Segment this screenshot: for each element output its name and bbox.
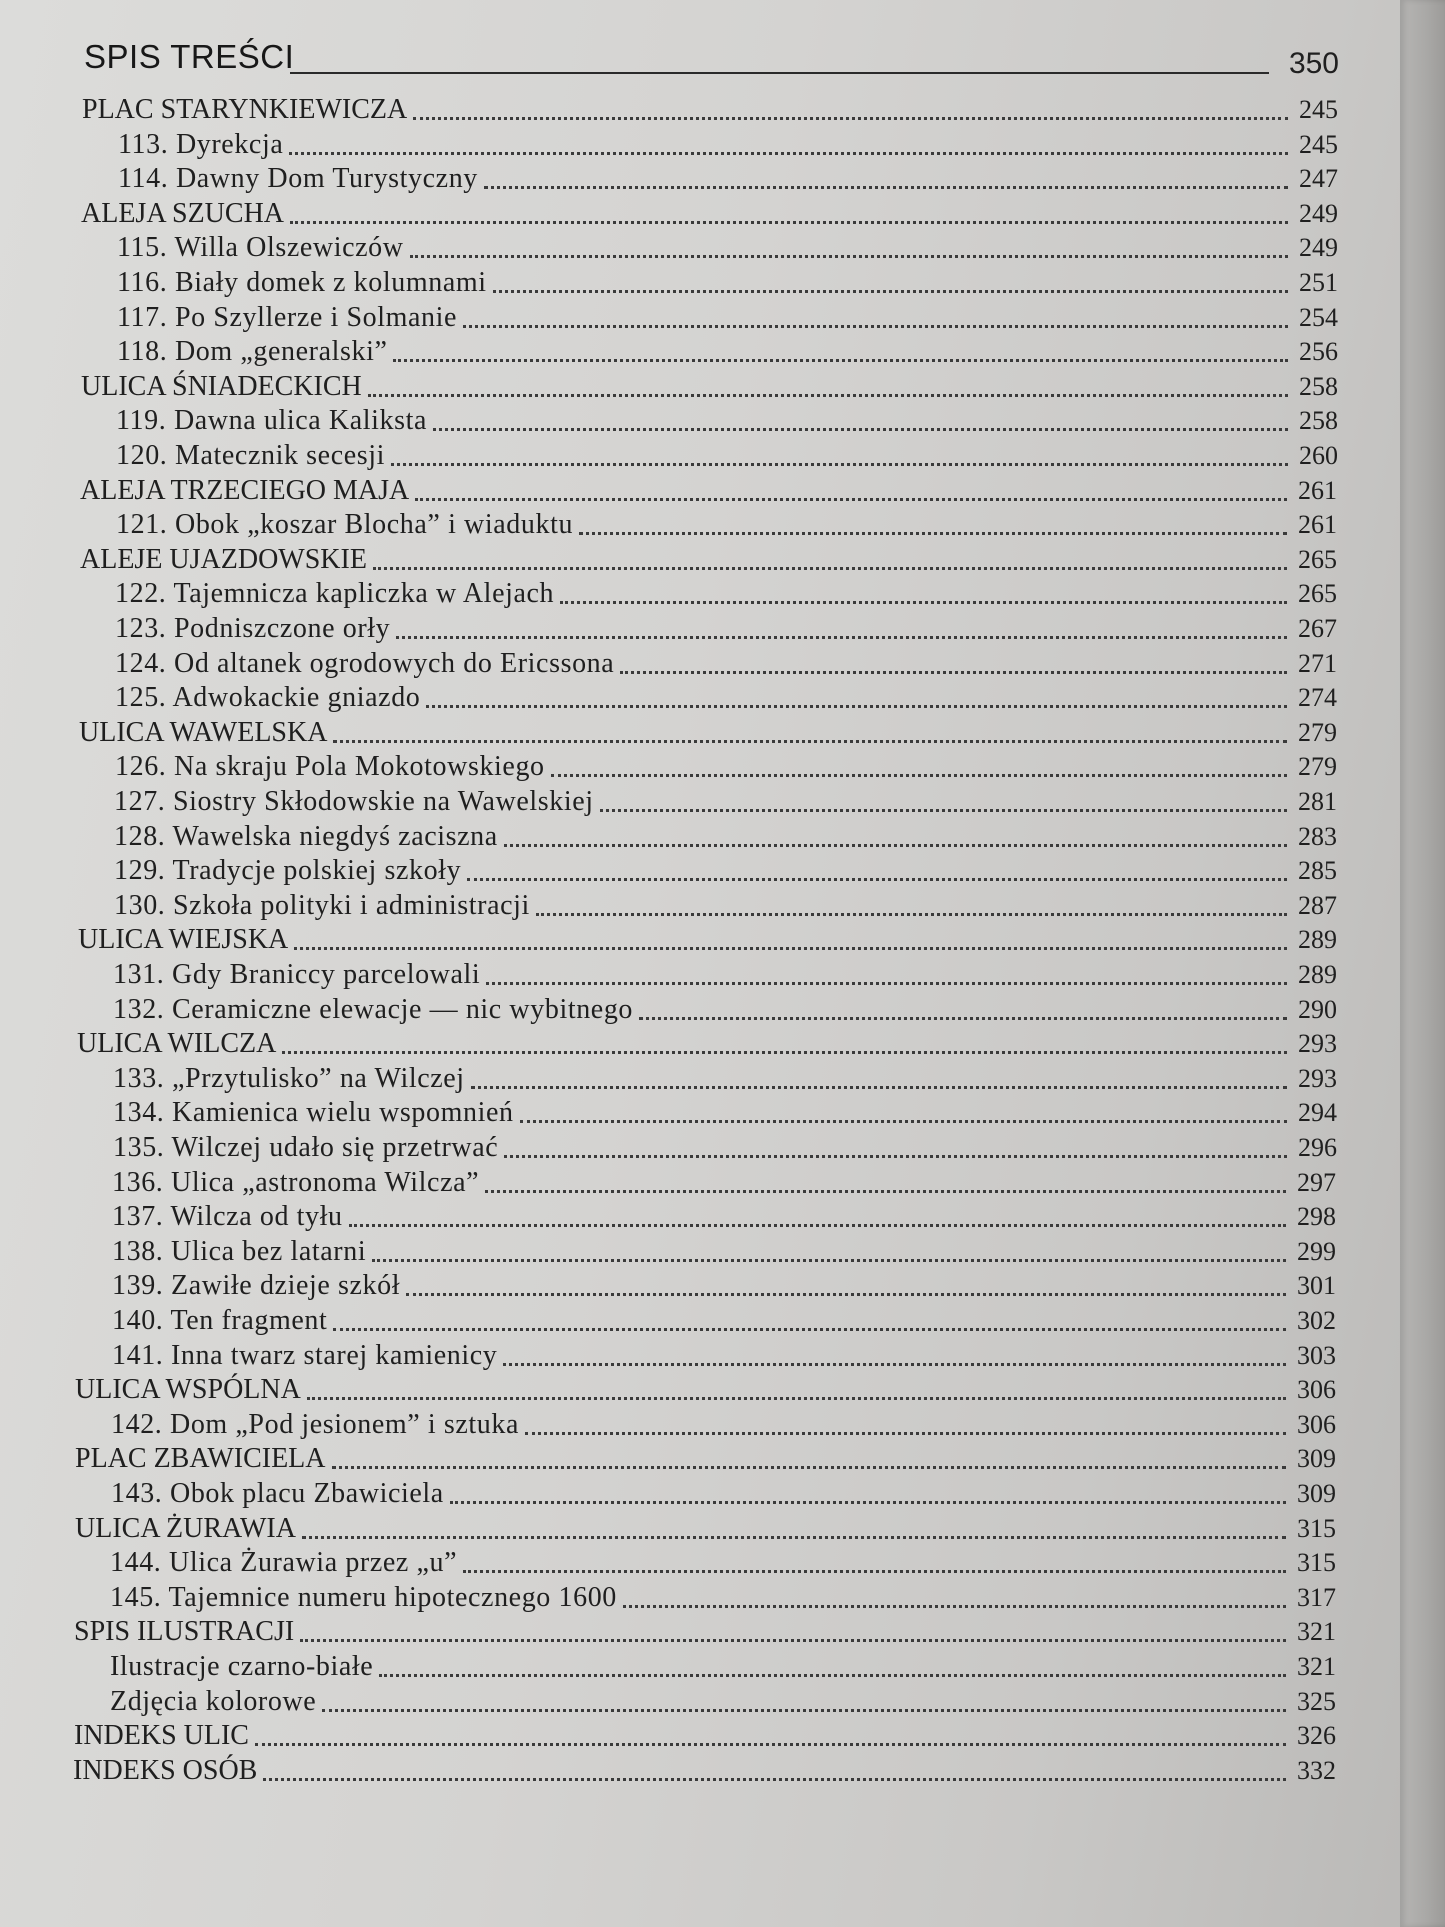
toc-entry-row [114, 888, 1337, 922]
toc-label: 126. Na skraju Pola Mokotowskiego [115, 751, 545, 783]
toc-label: 128. Wawelska niegdyś zaciszna [114, 820, 498, 852]
dot-leader [504, 1155, 1287, 1158]
toc-entry-row [112, 1303, 1336, 1337]
toc-page-number: 245 [1299, 129, 1338, 159]
dot-leader [426, 705, 1287, 708]
toc-page-number: 309 [1297, 1444, 1336, 1474]
toc-label: ULICA WAWELSKA [79, 716, 328, 748]
toc-label: 113. Dyrekcja [118, 128, 284, 160]
toc-label: 136. Ulica „astronoma Wilcza” [112, 1166, 480, 1198]
toc-entry-row [112, 1234, 1336, 1268]
dot-leader [373, 567, 1287, 570]
dot-leader [349, 1224, 1286, 1227]
dot-leader [406, 1293, 1286, 1296]
toc-page-number: 309 [1297, 1479, 1336, 1508]
toc-page-number: 306 [1297, 1375, 1336, 1405]
dot-leader [289, 152, 1288, 155]
toc-section-row [73, 1753, 1336, 1787]
toc-label: 125. Adwokackie gniazdo [115, 682, 421, 714]
dot-leader [639, 1017, 1287, 1020]
dot-leader [300, 1639, 1286, 1642]
dot-leader [600, 809, 1287, 812]
toc-label: 141. Inna twarz starej kamienicy [112, 1339, 498, 1371]
dot-leader [463, 325, 1288, 328]
dot-leader [322, 1709, 1286, 1712]
toc-label: ULICA ŚNIADECKICH [81, 370, 362, 402]
page-edge-shadow [1400, 0, 1445, 1927]
dot-leader [450, 1501, 1286, 1504]
dot-leader [391, 463, 1288, 466]
toc-entry-row [118, 127, 1338, 161]
dot-leader [433, 428, 1288, 431]
toc-page-number: 326 [1297, 1721, 1336, 1751]
toc-label: 127. Siostry Skłodowskie na Wawelskiej [114, 786, 594, 817]
toc-page-number: 321 [1297, 1652, 1336, 1681]
toc-entry-row [111, 1407, 1336, 1441]
dot-leader [560, 601, 1287, 604]
dot-leader [484, 186, 1288, 189]
toc-label: 120. Matecznik secesji [116, 440, 386, 471]
dot-leader [282, 1051, 1287, 1054]
toc-section-row [75, 1441, 1336, 1475]
dot-leader [525, 1432, 1286, 1435]
toc-label: ALEJE UJAZDOWSKIE [80, 543, 367, 575]
toc-page-number: 265 [1298, 544, 1337, 574]
toc-page-number: 245 [1299, 95, 1338, 124]
toc-entry-row [114, 853, 1337, 887]
toc-label: 118. Dom „generalski” [117, 336, 388, 368]
toc-section-row [82, 92, 1338, 126]
toc-page-number: 325 [1297, 1686, 1336, 1716]
toc-page-number: 293 [1298, 1063, 1337, 1093]
toc-page-number: 289 [1298, 960, 1337, 989]
toc-entry-row [116, 507, 1337, 541]
toc-page-number: 249 [1299, 233, 1338, 263]
toc-label: 121. Obok „koszar Blocha” i wiaduktu [116, 509, 574, 541]
toc-label: 116. Biały domek z kolumnami [117, 267, 487, 298]
toc-section-row [80, 542, 1337, 576]
toc-section-row [75, 1372, 1336, 1406]
toc-page-number: 260 [1299, 441, 1338, 470]
toc-label: 123. Podniszczone orły [115, 613, 391, 644]
title-rule [290, 72, 1269, 74]
toc-page-number: 254 [1299, 302, 1338, 332]
toc-page-number: 285 [1298, 856, 1337, 886]
dot-leader [302, 1536, 1286, 1539]
toc-label: 117. Po Szyllerze i Solmanie [117, 301, 458, 333]
page-title: SPIS TREŚCI [84, 38, 295, 75]
dot-leader [623, 1605, 1286, 1608]
toc-page-number: 249 [1299, 198, 1338, 228]
toc-label: 140. Ten fragment [112, 1305, 328, 1336]
dot-leader [493, 290, 1288, 293]
toc-label: 129. Tradycje polskiej szkoły [114, 855, 462, 887]
toc-entry-row [116, 403, 1338, 437]
toc-label: 135. Wilczej udało się przetrwać [113, 1132, 499, 1163]
toc-entry-row [113, 992, 1337, 1026]
toc-label: 144. Ulica Żurawia przez „u” [110, 1547, 458, 1579]
dot-leader [255, 1743, 1286, 1746]
toc-label: Zdjęcia kolorowe [110, 1685, 317, 1717]
toc-page-number: 321 [1297, 1617, 1336, 1647]
dot-leader [415, 498, 1287, 501]
toc-section-row [81, 196, 1338, 230]
toc-section-row [74, 1718, 1336, 1752]
toc-label: 130. Szkoła polityki i administracji [114, 889, 530, 921]
toc-entry-row [115, 680, 1337, 714]
toc-entry-row [110, 1545, 1336, 1579]
toc-entry-row [112, 1199, 1336, 1233]
toc-page-number: 297 [1297, 1167, 1336, 1197]
toc-label: 115. Willa Olszewiczów [117, 232, 404, 264]
toc-page-number: 279 [1298, 752, 1337, 782]
toc-label: 114. Dawny Dom Turystyczny [118, 163, 478, 195]
toc-entry-row [117, 265, 1338, 299]
toc-entry-row [115, 576, 1337, 610]
dot-leader [290, 221, 1288, 224]
toc-entry-row [113, 957, 1337, 991]
page-number: 350 [1288, 47, 1339, 80]
toc-page-number: 332 [1297, 1755, 1336, 1785]
toc-label: ULICA WILCZA [77, 1028, 277, 1060]
toc-entry-row [112, 1338, 1336, 1372]
toc-page-number: 256 [1299, 337, 1338, 367]
toc-label: 134. Kamienica wielu wspomnień [113, 1097, 514, 1129]
toc-entry-row [112, 1268, 1336, 1302]
dot-leader [263, 1778, 1286, 1781]
toc-page-number: 274 [1298, 683, 1337, 713]
dot-leader [368, 394, 1288, 397]
dot-leader [332, 1466, 1286, 1469]
toc-label: 137. Wilcza od tyłu [112, 1201, 343, 1233]
toc-entry-row [114, 784, 1337, 818]
toc-page-number: 258 [1299, 371, 1338, 401]
toc-entry-row [110, 1580, 1336, 1614]
toc-label: ALEJA TRZECIEGO MAJA [80, 474, 410, 506]
toc-label: 142. Dom „Pod jesionem” i sztuka [111, 1408, 520, 1440]
dot-leader [307, 1397, 1286, 1400]
toc-label: INDEKS ULIC [74, 1720, 249, 1752]
toc-label: ULICA WSPÓLNA [75, 1374, 301, 1406]
toc-page-number: 315 [1297, 1548, 1336, 1578]
toc-entry-row [118, 161, 1338, 195]
toc-entry-row [110, 1684, 1336, 1718]
toc-label: ALEJA SZUCHA [81, 197, 285, 229]
toc-page-number: 265 [1298, 579, 1337, 609]
toc-label: 122. Tajemnicza kapliczka w Alejach [115, 578, 555, 610]
dot-leader [485, 1190, 1286, 1193]
toc-page-number: 301 [1297, 1271, 1336, 1301]
dot-leader [413, 117, 1288, 120]
toc-label: INDEKS OSÓB [73, 1754, 258, 1786]
dot-leader [396, 636, 1287, 639]
toc-label: 138. Ulica bez latarni [112, 1235, 367, 1267]
toc-page-number: 267 [1298, 614, 1337, 643]
toc-page-number: 298 [1297, 1202, 1336, 1232]
toc-section-row [77, 1026, 1337, 1060]
toc-label: 143. Obok placu Zbawiciela [111, 1478, 444, 1509]
toc-entry-row [115, 646, 1337, 680]
toc-page-number: 294 [1298, 1098, 1337, 1128]
dot-leader [504, 844, 1287, 847]
toc-label: SPIS ILUSTRACJI [74, 1616, 295, 1648]
toc-section-row [78, 922, 1337, 956]
toc-label: ULICA WIEJSKA [78, 924, 289, 956]
toc-page-number: 261 [1298, 475, 1337, 505]
toc-page-number: 287 [1298, 890, 1337, 920]
toc-entry-row [113, 1095, 1337, 1129]
toc-label: 132. Ceramiczne elewacje — nic wybitnego [113, 993, 634, 1025]
dot-leader [579, 532, 1287, 535]
dot-leader [410, 255, 1288, 258]
toc-entry-row [116, 438, 1338, 472]
toc-entry-row [115, 611, 1337, 645]
toc-page-number: 279 [1298, 717, 1337, 747]
toc-header [84, 36, 1339, 86]
toc-label: 139. Zawiłe dzieje szkół [112, 1270, 401, 1302]
toc-page-number: 290 [1298, 994, 1337, 1024]
toc-label: 124. Od altanek ogrodowych do Ericssona [115, 647, 615, 679]
toc-label: PLAC STARYNKIEWICZA [82, 94, 408, 125]
toc-section-row [75, 1511, 1336, 1545]
toc-entry-row [117, 334, 1338, 368]
toc-page-number: 281 [1298, 787, 1337, 816]
dot-leader [467, 878, 1287, 881]
toc-page-number: 271 [1298, 648, 1337, 678]
toc-page-number: 293 [1298, 1029, 1337, 1059]
dot-leader [463, 1570, 1286, 1573]
dot-leader [551, 774, 1287, 777]
dot-leader [333, 740, 1287, 743]
toc-page-number: 299 [1297, 1236, 1336, 1266]
dot-leader [333, 1328, 1286, 1331]
toc-section-row [79, 715, 1337, 749]
toc-entry-row [113, 1130, 1337, 1164]
toc-page-number: 289 [1298, 925, 1337, 955]
dot-leader [620, 671, 1287, 674]
toc-label: ULICA ŻURAWIA [75, 1512, 296, 1544]
toc-entry-row [111, 1476, 1336, 1510]
toc-page-number: 317 [1297, 1582, 1336, 1612]
toc-page-number: 247 [1299, 164, 1338, 194]
dot-leader [372, 1259, 1286, 1262]
toc-section-row [81, 369, 1338, 403]
dot-leader [294, 947, 1287, 950]
toc-page-number: 261 [1298, 510, 1337, 540]
toc-page-number: 283 [1298, 821, 1337, 851]
toc-page-number: 251 [1299, 268, 1338, 297]
toc-label: Ilustracje czarno-białe [110, 1651, 374, 1682]
toc-page-number: 306 [1297, 1409, 1336, 1439]
toc-entry-row [117, 230, 1338, 264]
toc-section-row [74, 1614, 1336, 1648]
toc-entry-row [115, 749, 1337, 783]
dot-leader [379, 1674, 1286, 1677]
toc-page-number: 302 [1297, 1306, 1336, 1335]
toc-section-row [80, 473, 1337, 507]
toc-label: 145. Tajemnice numeru hipotecznego 1600 [110, 1581, 617, 1613]
toc-entry-row [113, 1061, 1337, 1095]
toc-entry-row [117, 300, 1338, 334]
toc-label: 133. „Przytulisko” na Wilczej [113, 1062, 465, 1094]
toc-page-number: 315 [1297, 1513, 1336, 1543]
toc-entry-row [110, 1649, 1336, 1683]
dot-leader [393, 359, 1288, 362]
toc-label: PLAC ZBAWICIELA [75, 1443, 326, 1475]
dot-leader [503, 1363, 1286, 1366]
toc-entry-row [112, 1165, 1336, 1199]
dot-leader [520, 1120, 1287, 1123]
toc-label: 131. Gdy Braniccy parcelowali [113, 959, 481, 990]
toc-label: 119. Dawna ulica Kaliksta [116, 405, 427, 437]
dot-leader [471, 1086, 1287, 1089]
dot-leader [536, 913, 1287, 916]
toc-entry-row [114, 819, 1337, 853]
toc-page-number: 296 [1298, 1133, 1337, 1162]
toc-page-number: 303 [1297, 1340, 1336, 1370]
dot-leader [486, 982, 1287, 985]
toc-page-number: 258 [1299, 406, 1338, 436]
